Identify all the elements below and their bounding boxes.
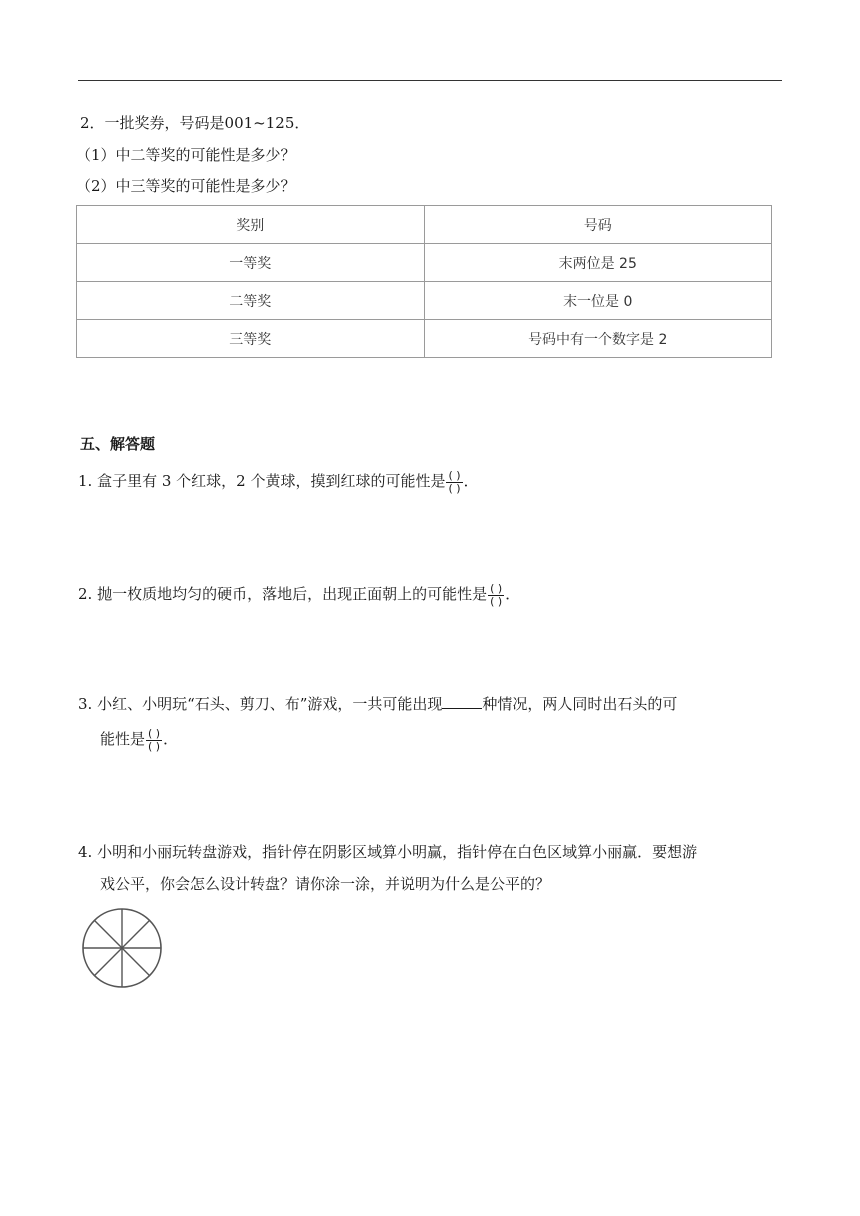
question-1-text: 1. 盒子里有 3 个红球，2 个黄球，摸到红球的可能性是 (78, 472, 446, 490)
spinner-spokes (83, 909, 161, 987)
spinner-sector-line (94, 948, 122, 976)
question-2: 2. 抛一枚质地均匀的硬币，落地后，出现正面朝上的可能性是 $\frac{( )}{( )}$ ． (78, 581, 521, 608)
header-number: 号码 (424, 206, 772, 244)
table-row (77, 244, 772, 282)
question-4-line-1: 4. 小明和小丽玩转盘游戏，指针停在阴影区域算小明赢，指针停在白色区域算小丽赢．要想游 (78, 843, 698, 861)
table-row (77, 320, 772, 358)
table-row (77, 282, 772, 320)
spinner-sector-line (122, 920, 150, 948)
spinner-sector-line (122, 948, 150, 976)
answer-fraction: $\frac{( )}{( )}$ (490, 581, 503, 608)
prize-number-cell: 末两位是 25 (424, 244, 772, 282)
answer-fraction: $\frac{( )}{( )}$ (148, 726, 161, 753)
spinner-wheel-icon[interactable] (80, 906, 164, 990)
header-rule (78, 80, 782, 81)
q2-sub1: （1）中二等奖的可能性是多少？ (76, 146, 296, 164)
prize-level-cell: 一等奖 (77, 244, 425, 282)
prize-number-cell: 末一位是 0 (424, 282, 772, 320)
answer-blank (442, 693, 482, 709)
question-3-line-2: 能性是 $\frac{( )}{( )}$ ． (100, 726, 179, 753)
question-4-line-2: 戏公平，你会怎么设计转盘？请你涂一涂，并说明为什么是公平的？ (100, 875, 551, 893)
q2-title: 2．一批奖券，号码是001~125． (80, 114, 310, 132)
q2-sub2: （2）中三等奖的可能性是多少？ (76, 177, 296, 195)
answer-fraction: $\frac{( )}{( )}$ (448, 468, 461, 495)
spinner-sector-line (94, 920, 122, 948)
question-1: 1. 盒子里有 3 个红球，2 个黄球，摸到红球的可能性是 $\frac{( )}{( )}$ ． (78, 468, 479, 495)
prize-level-cell: 二等奖 (77, 282, 425, 320)
table-header-row (77, 206, 772, 244)
question-2-text: 2. 抛一枚质地均匀的硬币，落地后，出现正面朝上的可能性是 (78, 585, 488, 603)
prize-level-cell: 三等奖 (77, 320, 425, 358)
header-prize-level: 奖别 (77, 206, 425, 244)
prize-number-cell: 号码中有一个数字是 2 (424, 320, 772, 358)
question-3-line-1: 3. 小红、小明玩“石头、剪刀、布”游戏，一共可能出现 种情况，两人同时出石头的可 (78, 695, 678, 713)
prize-table (76, 205, 772, 358)
section-title: 五、解答题 (80, 435, 156, 453)
